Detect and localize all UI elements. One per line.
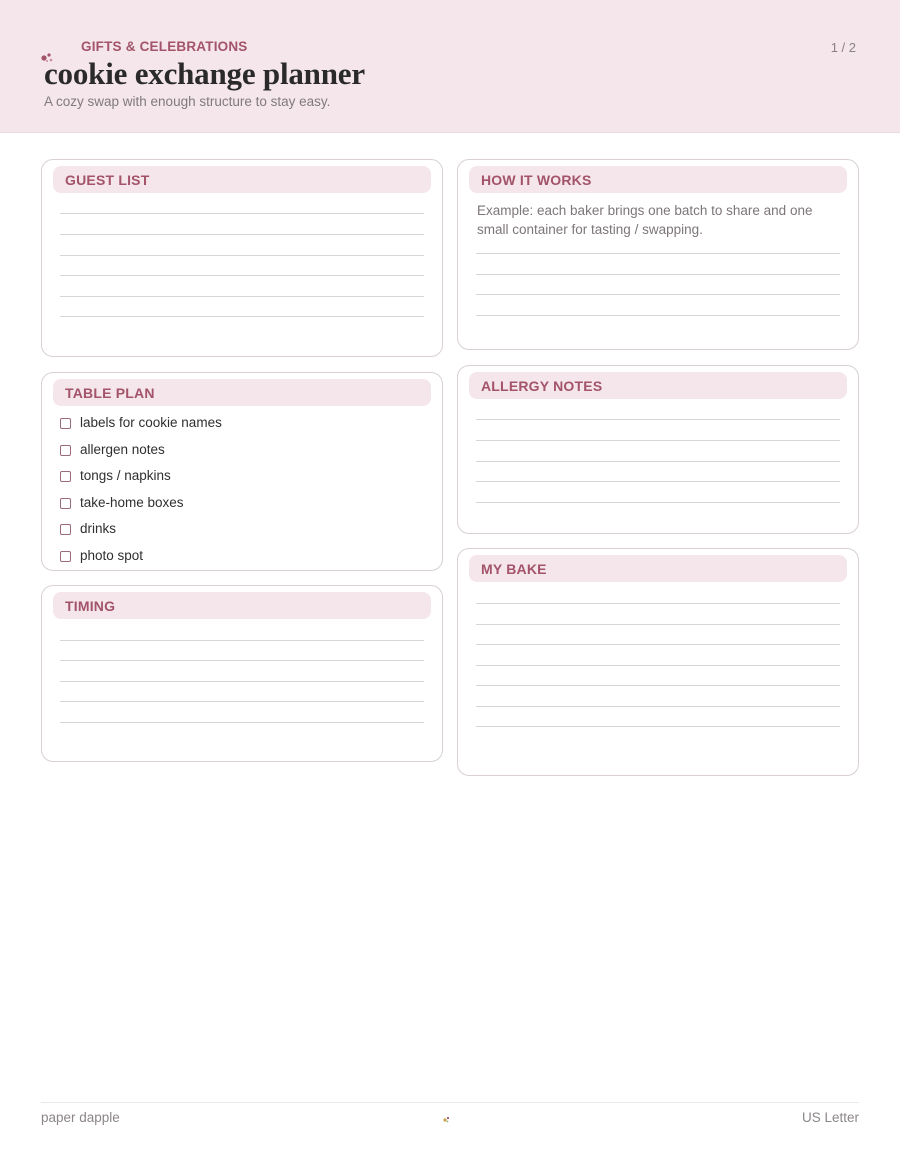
- writing-line[interactable]: [476, 603, 840, 604]
- writing-line[interactable]: [476, 440, 840, 441]
- checklist-label: photo spot: [80, 548, 144, 563]
- checklist-label: tongs / napkins: [80, 468, 171, 483]
- checkbox[interactable]: [60, 471, 71, 482]
- table-plan-card: [41, 372, 443, 571]
- how-it-works-card: [457, 159, 859, 350]
- writing-line[interactable]: [476, 315, 840, 316]
- checkbox[interactable]: [60, 418, 71, 429]
- page-title: cookie exchange planner: [44, 56, 365, 91]
- allergy-notes-card: [457, 365, 859, 534]
- writing-line[interactable]: [60, 213, 424, 214]
- writing-line[interactable]: [60, 296, 424, 297]
- writing-line[interactable]: [476, 461, 840, 462]
- writing-line[interactable]: [60, 640, 424, 641]
- writing-line[interactable]: [476, 644, 840, 645]
- writing-line[interactable]: [476, 726, 840, 727]
- section-header: [469, 166, 847, 193]
- checklist-label: take-home boxes: [80, 495, 184, 510]
- writing-line[interactable]: [60, 275, 424, 276]
- section-title: GUEST LIST: [65, 172, 150, 188]
- my-bake-card: [457, 548, 859, 776]
- timing-card: [41, 585, 443, 762]
- category-eyebrow: GIFTS & CELEBRATIONS: [81, 39, 248, 54]
- writing-line[interactable]: [60, 722, 424, 723]
- section-title: TABLE PLAN: [65, 385, 155, 401]
- writing-line[interactable]: [476, 294, 840, 295]
- section-header: [53, 379, 431, 406]
- checkbox[interactable]: [60, 498, 71, 509]
- checklist-label: allergen notes: [80, 442, 165, 457]
- writing-line[interactable]: [60, 316, 424, 317]
- checklist-label: labels for cookie names: [80, 415, 222, 430]
- writing-line[interactable]: [60, 660, 424, 661]
- checkbox[interactable]: [60, 445, 71, 456]
- page-number: 1 / 2: [830, 40, 856, 55]
- section-title: MY BAKE: [481, 561, 547, 577]
- checkbox[interactable]: [60, 524, 71, 535]
- section-header: [469, 555, 847, 582]
- section-title: TIMING: [65, 598, 116, 614]
- section-header: [53, 592, 431, 619]
- writing-line[interactable]: [60, 255, 424, 256]
- writing-line[interactable]: [60, 681, 424, 682]
- page-header: [0, 0, 900, 133]
- writing-line[interactable]: [476, 502, 840, 503]
- checkbox[interactable]: [60, 551, 71, 562]
- footer-paper-size: US Letter: [801, 1110, 859, 1125]
- page-subtitle: A cozy swap with enough structure to stay easy.: [44, 94, 331, 109]
- section-title: HOW IT WORKS: [481, 172, 592, 188]
- writing-line[interactable]: [60, 234, 424, 235]
- writing-line[interactable]: [476, 706, 840, 707]
- writing-line[interactable]: [476, 481, 840, 482]
- guest-list-card: [41, 159, 443, 357]
- footer-divider: [41, 1102, 859, 1103]
- section-title: ALLERGY NOTES: [481, 378, 603, 394]
- checklist-label: drinks: [80, 521, 117, 536]
- section-header: [53, 166, 431, 193]
- writing-line[interactable]: [476, 685, 840, 686]
- writing-line[interactable]: [476, 665, 840, 666]
- example-note: Example: each baker brings one batch to share and one small container for tasting / swapping.: [477, 203, 813, 237]
- writing-line[interactable]: [476, 274, 840, 275]
- writing-line[interactable]: [60, 701, 424, 702]
- section-header: [469, 372, 847, 399]
- footer-brand: paper dapple: [41, 1110, 120, 1125]
- writing-line[interactable]: [476, 419, 840, 420]
- sprinkle-icon: [442, 1115, 451, 1124]
- writing-line[interactable]: [476, 624, 840, 625]
- writing-line[interactable]: [476, 253, 840, 254]
